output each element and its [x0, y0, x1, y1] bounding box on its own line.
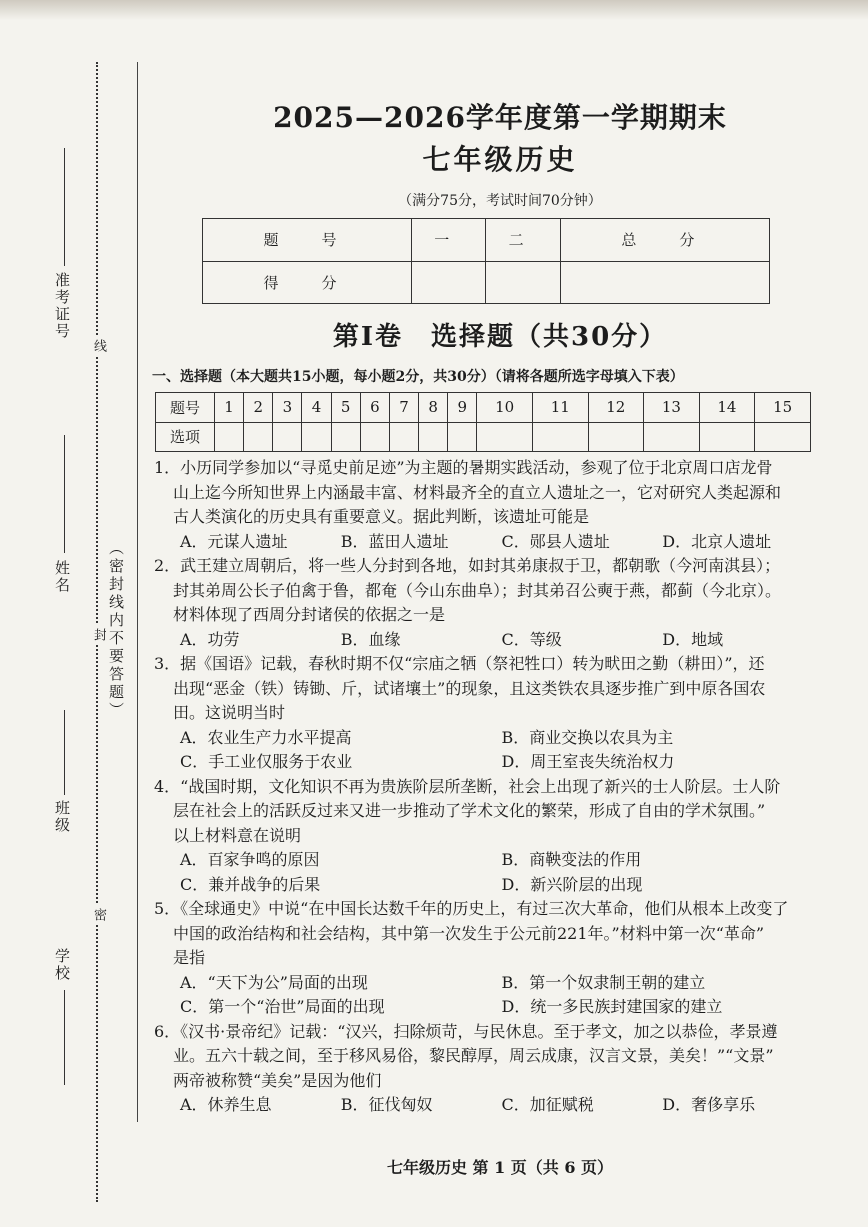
question-5: [148, 897, 823, 1020]
option-C: C．兼并战争的后果: [180, 874, 321, 894]
question-1: [148, 456, 823, 554]
option-C: C．等级: [501, 629, 562, 649]
option-A: A．“天下为公”局面的出现: [180, 972, 368, 992]
question-text-line: 材料体现了西周分封诸侯的依据之一是: [173, 605, 446, 624]
answer-number-5: 5: [331, 393, 360, 423]
answer-number-14: 14: [699, 393, 755, 423]
option-C: C．手工业仅服务于农业: [180, 752, 353, 771]
seal-char-secret: 密: [89, 905, 108, 924]
option-D: D．周王室丧失统治权力: [501, 752, 675, 771]
option-B: B．第一个奴隶制王朝的建立: [501, 972, 706, 992]
option-row: [148, 873, 823, 898]
answer-blank-10[interactable]: [477, 422, 533, 452]
option-A: A．功劳: [180, 629, 240, 649]
name-label: 姓名: [53, 560, 71, 594]
option-A: A．元谋人遗址: [180, 531, 288, 551]
answer-number-2: 2: [244, 393, 273, 423]
score-time-note: （满分75分，考试时间70分钟）: [398, 193, 602, 209]
question-text-line: 1．小历同学参加以“寻觅史前足迹”为主题的暑期实践活动，参观了位于北京周口店龙骨: [154, 458, 773, 477]
score-table-header-total: 总 分: [560, 219, 769, 262]
question-text-line: 5．《全球通史》中说“在中国长达数千年的历史上，有过三次大革命，他们从根本上改变了: [154, 899, 789, 918]
answer-number-9: 9: [448, 393, 477, 423]
option-row: [148, 995, 823, 1020]
question-text-line: 两帝被称赞“美矣”是因为他们: [173, 1070, 382, 1090]
question-text-line: 层在社会上的活跃反过来又进一步推动了学术文化的繁荣，形成了自由的学术氛围。”: [173, 801, 766, 820]
option-C: C．第一个“治世”局面的出现: [180, 997, 385, 1016]
answer-number-10: 10: [477, 393, 533, 423]
answer-table: [155, 392, 811, 452]
answer-blank-1[interactable]: [215, 422, 244, 452]
answer-blank-12[interactable]: [588, 422, 644, 452]
option-D: D．地域: [662, 629, 724, 649]
answer-blank-5[interactable]: [331, 422, 360, 452]
answer-table-row2-label: 选项: [156, 422, 215, 452]
option-A: A．休养生息: [180, 1095, 272, 1114]
answer-blank-14[interactable]: [699, 422, 755, 452]
question-list: [148, 456, 823, 1118]
option-C: C．加征赋税: [501, 1095, 594, 1114]
option-C: C．郧县人遗址: [501, 531, 610, 551]
option-D: D．北京人遗址: [662, 531, 772, 551]
answer-number-12: 12: [588, 393, 644, 423]
answer-blank-9[interactable]: [448, 422, 477, 452]
question-text-line: 山上迄今所知世界上内涵最丰富、材料最齐全的直立人遗址之一，它对研究人类起源和: [173, 482, 782, 502]
score-row-label: 得 分: [203, 261, 412, 304]
question-text-line: 中国的政治结构和社会结构，其中第一次发生于公元前221年。”材料中第一次“革命”: [173, 923, 765, 943]
question-text-line: 出现“恶金（铁）铸锄、斤，试诸壤土”的现象，且这类铁农具逐步推广到中原各国农: [173, 678, 766, 698]
answer-blank-2[interactable]: [244, 422, 273, 452]
option-row: [148, 848, 823, 873]
option-B: B．血缘: [340, 629, 401, 649]
margin-rule: [137, 62, 138, 1122]
option-B: B．征伐匈奴: [340, 1095, 433, 1114]
exam-title: 2025—2026学年度第一学期期末: [273, 101, 727, 134]
page-footer: 七年级历史 第 1 页（共 6 页）: [386, 1158, 614, 1177]
option-D: D．统一多民族封建国家的建立: [501, 997, 723, 1016]
answer-number-7: 7: [389, 393, 418, 423]
option-row: [148, 1093, 823, 1118]
question-text-line: 封其弟周公长子伯禽于鲁，都奄（今山东曲阜）；封其弟召公奭于燕，都蓟（今北京）。: [173, 580, 782, 600]
answer-number-8: 8: [419, 393, 448, 423]
volume-title: 第Ⅰ卷 选择题（共30分）: [332, 322, 668, 352]
question-text-line: 以上材料意在说明: [173, 825, 302, 845]
seal-char-seal: 封: [89, 625, 108, 644]
answer-number-15: 15: [755, 393, 811, 423]
answer-blank-4[interactable]: [302, 422, 331, 452]
score-cell: [412, 261, 486, 304]
option-B: B．蓝田人遗址: [340, 531, 449, 551]
score-table-header-part1: 一: [412, 219, 486, 262]
school-blank: [64, 990, 65, 1085]
question-text-line: 4．“战国时期，文化知识不再为贵族阶层所垄断，社会上出现了新兴的士人阶层。士人阶: [154, 776, 781, 796]
name-blank: [64, 435, 65, 553]
option-D: D．新兴阶层的出现: [501, 874, 643, 894]
score-table-header-part2: 二: [486, 219, 560, 262]
question-text-line: 田。这说明当时: [173, 703, 286, 722]
exam-subject: 七年级历史: [422, 143, 578, 176]
class-label: 班级: [53, 800, 71, 834]
answer-blank-15[interactable]: [755, 422, 811, 452]
answer-number-4: 4: [302, 393, 331, 423]
answer-blank-6[interactable]: [360, 422, 389, 452]
binding-strip: [0, 0, 140, 1227]
answer-blank-8[interactable]: [419, 422, 448, 452]
exam-id-blank: [64, 148, 65, 266]
question-text-line: 2．武王建立周朝后，将一些人分封到各地，如封其弟康叔于卫，都朝歌（今河南淇县）；: [154, 556, 781, 575]
score-cell: [486, 261, 560, 304]
option-row: [148, 750, 823, 775]
option-row: [148, 726, 823, 751]
question-text-line: 是指: [173, 948, 206, 967]
question-text-line: 古人类演化的历史具有重要意义。据此判断，该遗址可能是: [173, 507, 590, 526]
question-text-line: 业。五六十载之间，至于移风易俗，黎民醇厚，周云成康，汉言文景，美矣！”“文景”: [173, 1046, 774, 1065]
question-4: [148, 775, 823, 898]
answer-blank-3[interactable]: [273, 422, 302, 452]
question-3: [148, 652, 823, 775]
seal-char-line: 线: [89, 336, 108, 355]
question-2: [148, 554, 823, 652]
answer-number-1: 1: [215, 393, 244, 423]
answer-blank-7[interactable]: [389, 422, 418, 452]
answer-blank-11[interactable]: [532, 422, 588, 452]
question-6: [148, 1020, 823, 1118]
option-row: [148, 628, 823, 653]
answer-number-3: 3: [273, 393, 302, 423]
school-label: 学校: [53, 948, 71, 982]
score-cell: [560, 261, 769, 304]
option-row: [148, 530, 823, 555]
score-table-header-label: 题 号: [203, 219, 412, 262]
score-table: [202, 218, 770, 304]
option-B: B．商业交换以农具为主: [501, 727, 674, 747]
answer-number-13: 13: [644, 393, 700, 423]
option-A: A．百家争鸣的原因: [180, 850, 320, 869]
section-heading: 一、选择题（本大题共15小题，每小题2分，共30分）（请将各题所选字母填入下表）: [152, 369, 684, 385]
answer-number-6: 6: [360, 393, 389, 423]
option-B: B．商鞅变法的作用: [501, 850, 642, 869]
option-D: D．奢侈享乐: [662, 1095, 756, 1114]
answer-blank-13[interactable]: [644, 422, 700, 452]
question-text-line: 3．据《国语》记载，春秋时期不仅“宗庙之牺（祭祀牲口）转为畎田之勤（耕田）”，还: [154, 654, 765, 673]
exam-id-label: 准考证号: [53, 272, 71, 340]
answer-number-11: 11: [532, 393, 588, 423]
option-A: A．农业生产力水平提高: [180, 727, 352, 747]
option-row: [148, 971, 823, 996]
answer-table-row1-label: 题号: [156, 393, 215, 423]
question-text-line: 6．《汉书·景帝纪》记载：“汉兴，扫除烦苛，与民休息。至于孝文，加之以恭俭，孝景遵: [154, 1021, 778, 1041]
class-blank: [64, 710, 65, 795]
seal-note: （密封线内不要答题）: [107, 540, 125, 720]
